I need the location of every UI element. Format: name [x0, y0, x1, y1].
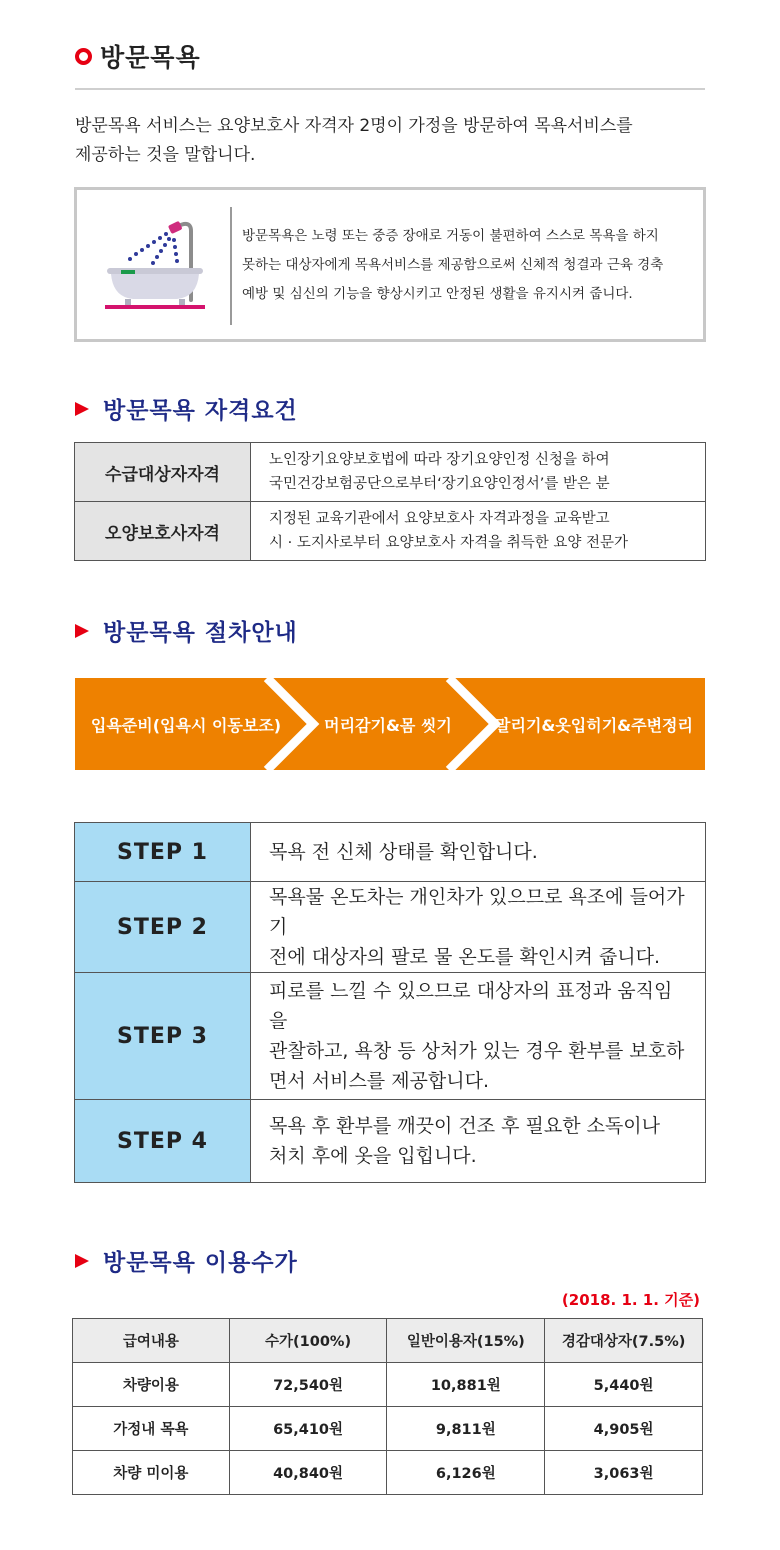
step-desc — [251, 823, 706, 882]
qualification-desc — [251, 502, 706, 561]
table-row — [75, 973, 706, 1100]
table-cell: 40,840원 — [229, 1451, 387, 1495]
step-label: STEP 4 — [75, 1100, 251, 1183]
table-header-row — [73, 1319, 703, 1363]
qualification-heading — [75, 392, 298, 425]
procedure-stage: 입욕준비(입욕시 이동보조) — [90, 715, 282, 735]
table-cell: 3,063원 — [545, 1451, 703, 1495]
step-line: 목욕 후 환부를 깨끗이 건조 후 필요한 소독이나 — [269, 1115, 661, 1137]
step-label: STEP 2 — [75, 882, 251, 973]
table-row — [73, 1451, 703, 1495]
section-title: 방문목욕 자격요건 — [103, 398, 298, 424]
table-row — [75, 882, 706, 973]
table-cell: 가정내 목욕 — [73, 1407, 230, 1451]
qualification-desc — [251, 443, 706, 502]
table-cell: 10,881원 — [387, 1363, 545, 1407]
step-table — [74, 822, 706, 1183]
section-title: 방문목욕 절차안내 — [103, 620, 298, 646]
info-line: 예방 및 심신의 기능을 향상시키고 안정된 생활을 유지시켜 줍니다. — [242, 286, 633, 302]
table-cell: 9,811원 — [387, 1407, 545, 1451]
fee-heading — [75, 1244, 298, 1277]
step-desc — [251, 882, 706, 973]
table-row — [75, 1100, 706, 1183]
page-header — [75, 38, 705, 74]
step-label: STEP 3 — [75, 973, 251, 1100]
triangle-bullet-icon — [75, 1254, 89, 1268]
step-line: 관찰하고, 욕창 등 상처가 있는 경우 환부를 보호하 — [269, 1040, 685, 1062]
qualification-table — [74, 442, 706, 561]
column-header: 일반이용자(15%) — [387, 1319, 545, 1363]
step-line: 면서 서비스를 제공합니다. — [269, 1070, 490, 1092]
table-cell: 6,126원 — [387, 1451, 545, 1495]
table-row — [75, 443, 706, 502]
info-box — [74, 187, 706, 342]
table-row — [75, 823, 706, 882]
fee-table — [72, 1318, 703, 1495]
info-line: 방문목욕은 노령 또는 중증 장애로 거동이 불편하여 스스로 목욕을 하지 — [242, 228, 659, 244]
table-row — [73, 1363, 703, 1407]
page-title: 방문목욕 — [100, 43, 201, 72]
procedure-stage: 머리감기&몸 씻기 — [324, 715, 452, 735]
step-label: STEP 1 — [75, 823, 251, 882]
triangle-bullet-icon — [75, 402, 89, 416]
procedure-stage: 말리기&옷입히기&주변정리 — [495, 715, 693, 735]
table-cell: 72,540원 — [229, 1363, 387, 1407]
info-divider — [230, 207, 232, 325]
table-cell: 차량 미이용 — [73, 1451, 230, 1495]
step-line: 처치 후에 옷을 입힙니다. — [269, 1145, 477, 1167]
table-row — [75, 502, 706, 561]
desc-line: 국민건강보험공단으로부터‘장기요양인정서’를 받은 분 — [269, 476, 610, 492]
circle-bullet-icon — [75, 48, 92, 65]
table-row — [73, 1407, 703, 1451]
step-desc — [251, 973, 706, 1100]
intro-line: 방문목욕 서비스는 요양보호사 자격자 2명이 가정을 방문하여 목욕서비스를 — [75, 116, 633, 136]
column-header: 경감대상자(7.5%) — [545, 1319, 703, 1363]
step-line: 목욕물 온도차는 개인차가 있으므로 욕조에 들어가기 — [269, 886, 685, 938]
desc-line: 시 · 도지사로부터 요양보호사 자격을 취득한 요양 전문가 — [269, 535, 629, 551]
table-cell: 5,440원 — [545, 1363, 703, 1407]
desc-line: 노인장기요양보호법에 따라 장기요양인정 신청을 하여 — [269, 452, 610, 468]
table-cell: 4,905원 — [545, 1407, 703, 1451]
intro-line: 제공하는 것을 말합니다. — [75, 145, 256, 165]
step-line: 전에 대상자의 팔로 물 온도를 확인시켜 줍니다. — [269, 946, 661, 968]
procedure-flow — [75, 678, 705, 770]
table-cell: 차량이용 — [73, 1363, 230, 1407]
qualification-label: 오양보호사자격 — [75, 502, 251, 561]
qualification-label: 수급대상자자격 — [75, 443, 251, 502]
title-divider — [75, 88, 705, 90]
step-line: 목욕 전 신체 상태를 확인합니다. — [269, 841, 538, 863]
column-header: 수가(100%) — [229, 1319, 387, 1363]
procedure-heading — [75, 614, 298, 647]
step-line: 피로를 느낄 수 있으므로 대상자의 표정과 움직임을 — [269, 980, 673, 1032]
bathtub-shower-icon — [105, 215, 205, 315]
info-line: 못하는 대상자에게 목욕서비스를 제공함으로써 신체적 청결과 근육 경축 — [242, 257, 664, 273]
info-description — [242, 222, 702, 309]
column-header: 급여내용 — [73, 1319, 230, 1363]
triangle-bullet-icon — [75, 624, 89, 638]
section-title: 방문목욕 이용수가 — [103, 1250, 298, 1276]
desc-line: 지정된 교육기관에서 요양보호사 자격과정을 교육받고 — [269, 511, 610, 527]
basis-date: (2018. 1. 1. 기준) — [561, 1291, 700, 1309]
intro-paragraph — [75, 112, 715, 170]
table-cell: 65,410원 — [229, 1407, 387, 1451]
step-desc — [251, 1100, 706, 1183]
